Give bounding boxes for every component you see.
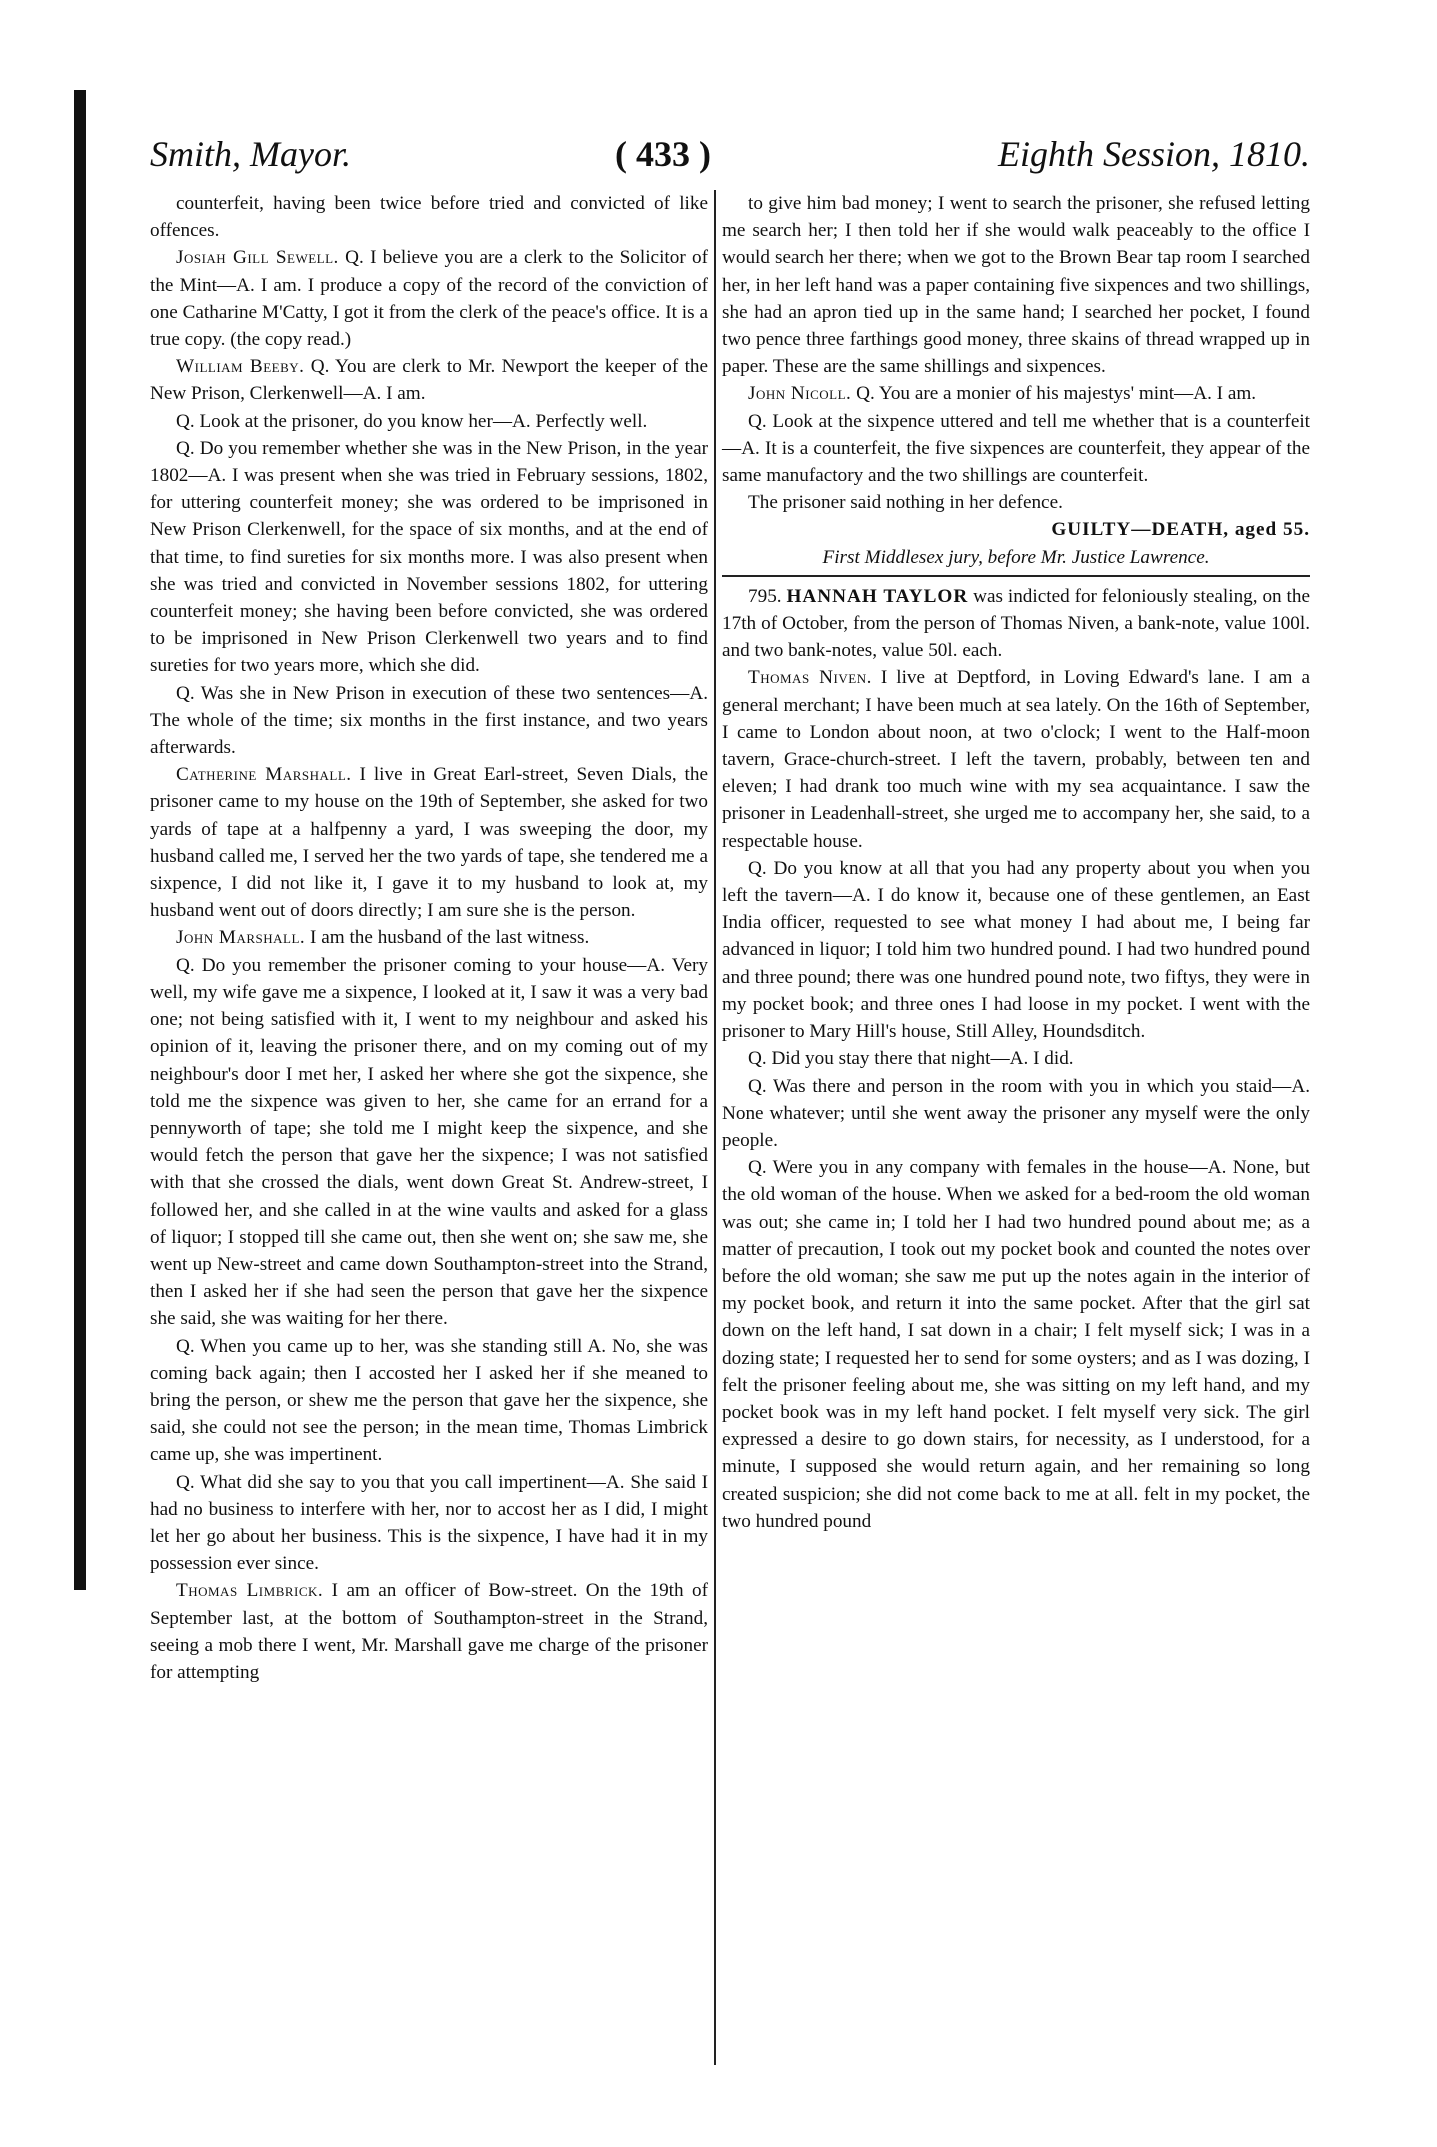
paragraph (150, 952, 708, 1333)
header-left: Smith, Mayor. (150, 134, 351, 174)
paragraph-text: Q. What did she say to you that you call impertinent—A. She said I had no business to interfere with her, nor to accost her as I did, I might let her go about her business. This is the sixpence, I have had it in my possession ever since. (150, 1471, 708, 1575)
paragraph-text: Q. You are clerk to Mr. Newport the keeper of the New Prison, Clerkenwell—A. I am. (150, 356, 709, 405)
header-right: Eighth Session, 1810. (998, 134, 1310, 174)
page-header (150, 133, 1310, 181)
paragraph (150, 680, 708, 762)
speaker-name: John Marshall. (176, 927, 306, 949)
case-name: HANNAH TAYLOR (786, 585, 969, 607)
paragraph (150, 1333, 708, 1469)
paragraph (722, 1154, 1310, 1535)
paragraph-text: to give him bad money; I went to search the prisoner, she refused letting me search her; I then told her if she would walk peaceably to the office I would search her there; when we got to the Brown Bear tap room I searched her, in her left hand was a paper containing five sixpences and two shillings, she had an apron tied up in the same hand; I searched her pocket, I found two pence three farthings good money, three skains of thread wrapped up in paper. These are the same shillings and sixpences. (722, 193, 1310, 378)
paragraph (722, 489, 1310, 516)
right-column (722, 190, 1310, 1535)
paragraph (722, 1045, 1310, 1072)
paragraph (150, 761, 708, 924)
left-column (150, 190, 708, 1686)
case-rule (722, 575, 1310, 577)
paragraph (150, 244, 708, 353)
paragraph-text: Q. Was there and person in the room with you in which you staid—A. None whatever; until she went away the prisoner any myself were the only people. (722, 1075, 1310, 1151)
paragraph-text: I am an officer of Bow-street. On the 19th of September last, at the bottom of Southampton-street in the Strand, seeing a mob there I went, Mr. Marshall gave me charge of the prisoner for attempting (150, 1580, 708, 1683)
paragraph (150, 924, 708, 951)
paragraph (150, 353, 708, 407)
paragraph (150, 1577, 708, 1686)
verdict: GUILTY—DEATH, aged 55. (1051, 519, 1310, 541)
paragraph-text: Q. Was she in New Prison in execution of these two sentences—A. The whole of the time; six months in the first instance, and two years afterwards. (150, 682, 708, 759)
paragraph-text: I live in Great Earl-street, Seven Dials, the prisoner came to my house on the 19th of September, she asked for two yards of tape at a halfpenny a yard, I was sweeping the door, my husband called me, I served her the two yards of tape, she tendered me a sixpence, I did not like it, I gave it to my husband to look at, my husband went out of doors directly; I am sure she is the person. (150, 764, 709, 922)
paragraph-text: Q. Look at the prisoner, do you know her—A. Perfectly well. (176, 410, 648, 432)
paragraph-text: Q. Look at the sixpence uttered and tell me whether that is a counterfeit—A. It is a counterfeit, the five sixpences are counterfeit, they appear of the same manufactory and the two shillings are counterfeit. (722, 410, 1310, 487)
right-column-part-a (722, 190, 1310, 516)
page-edge-bar (74, 90, 86, 1590)
paragraph (722, 855, 1310, 1045)
speaker-name: Thomas Niven. (748, 667, 872, 689)
speaker-name: William Beeby. (176, 356, 305, 378)
paragraph-text: Q. Do you remember the prisoner coming to your house—A. Very well, my wife gave me a sixpence, I looked at it, I saw it was a very bad one; not being satisfied with it, I went to my neighbour and asked his opinion of it, leaving the prisoner there, and on my coming out of my neighbour's door I met her, I asked her where she got the sixpence, she told me the sixpence was given to her, she came for an errand for a pennyworth of tape; she told me I might keep the sixpence, and she would fetch the person that gave her the sixpence; I was not satisfied with that she crossed the dials, went down Great St. Andrew-street, I followed her, and she called in at the wine vaults and asked for a glass of liquor; I stopped till she came out, then she went on; she saw me, she went up New-street and came down Southampton-street into the Strand, then I asked her if she had seen the person that gave her the sixpence she said, she was waiting for her there. (150, 954, 708, 1330)
paragraph-text: counterfeit, having been twice before tried and convicted of like offences. (150, 193, 708, 242)
case-description: was indicted for feloniously stealing, on the 17th of October, from the person of Thomas Niven, a bank-note, value 100l. and two bank-notes, value 50l. each. (722, 585, 1310, 662)
paragraph (150, 190, 708, 244)
case-number: 795. (748, 585, 782, 607)
paragraph (722, 380, 1310, 407)
paragraph-text: Q. Did you stay there that night—A. I did. (748, 1048, 1074, 1070)
jury-note: First Middlesex jury, before Mr. Justice Lawrence. (822, 546, 1210, 568)
paragraph-text: I live at Deptford, in Loving Edward's lane. I am a general merchant; I have been much at sea lately. On the 16th of September, I came to London about noon, at two o'clock; I went to the Half-moon tavern, Grace-church-street. I left the tavern, probably, between ten and eleven; I had drank too much wine with my sea acquaintance. I saw the prisoner in Leadenhall-street, she urged me to accompany her, she said, to a respectable house. (722, 667, 1310, 852)
paragraph (150, 1469, 708, 1578)
paragraph (722, 664, 1310, 854)
speaker-name: John Nicoll. (748, 383, 852, 405)
speaker-name: Josiah Gill Sewell. (176, 247, 339, 269)
paragraph (150, 408, 708, 435)
paragraph-text: Q. Do you remember whether she was in the New Prison, in the year 1802—A. I was present when she was tried in February sessions, 1802, for uttering counterfeit money; she was ordered to be imprisoned in New Prison Clerkenwell, for the space of six months, and at the end of that time, to find sureties for six months more. I was also present when she was tried and convicted in November sessions 1802, for uttering counterfeit money; she having been before convicted, she was ordered to be imprisoned in New Prison Clerkenwell two years and to find sureties for two years more, which she did. (150, 437, 708, 677)
paragraph (722, 408, 1310, 490)
paragraph-text: Q. You are a monier of his majestys' mint—A. I am. (856, 383, 1257, 405)
speaker-name: Catherine Marshall. (176, 764, 352, 786)
page-number: ( 433 ) (615, 134, 711, 174)
paragraph-text: Q. I believe you are a clerk to the Solicitor of the Mint—A. I am. I produce a copy of the record of the conviction of one Catharine M'Catty, I got it from the clerk of the peace's office. It is a true copy. (the copy read.) (150, 247, 708, 351)
paragraph-text: Q. Do you know at all that you had any property about you when you left the tavern—A. I do know it, because one of these gentlemen, an East India officer, requested to see what money I had about me, I being far advanced in liquor; I told him two hundred pound. I had two hundred pound and three pound; there was one hundred pound note, two fiftys, they were in my pocket book; and three ones I had loose in my pocket. I went with the prisoner to Mary Hill's house, Still Alley, Houndsditch. (722, 857, 1310, 1043)
paragraph-text: Q. Were you in any company with females in the house—A. None, but the old woman of the house. When we asked for a bed-room the old woman was out; she came in; I told her I had two hundred pound about me; as a matter of precaution, I took out my pocket book and counted the notes over before the old woman; she saw me put up the notes again in the interior of my pocket book, and return it into the same pocket. After that the girl sat down on the left hand, I sat down in a chair; I felt myself sick; I was in a dozing state; I requested her to send for some oysters; and as I was dozing, I felt the prisoner feeling about me, she was sitting on my left hand, and my pocket book was in my left hand pocket. I felt myself very sick. The girl expressed a desire to go down stairs, for necessity, as I understood, for a minute, I supposed she would return again, and her remaining so long created suspicion; she did not come back to me at all. felt in my pocket, the two hundred pound (722, 1157, 1310, 1532)
paragraph-text: I am the husband of the last witness. (310, 927, 590, 949)
case-heading (722, 583, 1310, 665)
right-column-part-b (722, 664, 1310, 1535)
paragraph (722, 190, 1310, 380)
paragraph-text: The prisoner said nothing in her defence. (748, 492, 1063, 514)
column-divider (714, 190, 716, 2065)
paragraph (150, 435, 708, 680)
paragraph (722, 1073, 1310, 1155)
speaker-name: Thomas Limbrick. (176, 1580, 324, 1602)
paragraph-text: Q. When you came up to her, was she standing still A. No, she was coming back again; then I accosted her I asked her if she meaned to bring the person, or shew me the person that gave her the sixpence, she said, she could not see the person; in the mean time, Thomas Limbrick came up, she was impertinent. (150, 1335, 708, 1466)
